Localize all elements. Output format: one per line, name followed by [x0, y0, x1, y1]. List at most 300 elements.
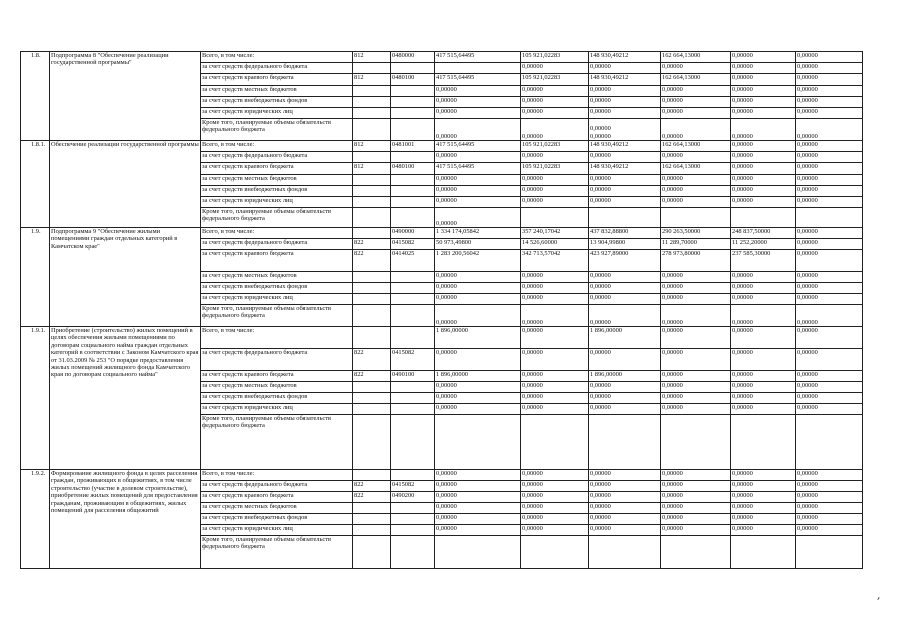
- amount-cell: 0,00000: [661, 470, 731, 481]
- amount-cell: 1 896,00000: [589, 371, 661, 382]
- amount-cell: 0,00000: [589, 514, 661, 525]
- amount-cell: 0,00000: [796, 327, 863, 349]
- amount-cell: 0,00000: [521, 503, 589, 514]
- amount-cell: 0,00000: [731, 74, 796, 86]
- amount-cell: 0,00000: [589, 272, 661, 283]
- amount-cell: 162 664,13000: [661, 52, 731, 63]
- table-row: [21, 52, 863, 63]
- funding-source: за счет средств местных бюджетов: [201, 382, 353, 393]
- program-name: Подпрограмма 8 "Обеспечение реализации государственной программы": [50, 52, 201, 141]
- target-article-code: 0415082: [391, 349, 435, 371]
- amount-cell: [731, 415, 796, 470]
- amount-cell: 0,00000: [661, 514, 731, 525]
- amount-cell: 148 930,49212: [589, 141, 661, 152]
- funding-source: за счет средств краевого бюджета: [201, 74, 353, 86]
- amount-cell: 0,00000: [435, 119, 521, 141]
- amount-cell: 0,00000: [796, 371, 863, 382]
- amount-cell: 0,00000: [521, 119, 589, 141]
- amount-cell: 0,00000: [796, 470, 863, 481]
- funding-source: за счет средств местных бюджетов: [201, 175, 353, 186]
- amount-cell: [589, 536, 661, 569]
- amount-cell: 0,00000: [435, 86, 521, 97]
- program-name: Формирование жилищного фонда в целях расселения граждан, проживающих в общежитиях, в том числе строительство (участие в долевом строительстве), приобретение жилых помещений для предоставления гражданам, проживающим в общежитиях, жилых помещений для расселения общежитий: [50, 470, 201, 569]
- target-article-code: [391, 305, 435, 327]
- funding-source: за счет средств юридических лиц: [201, 294, 353, 305]
- amount-cell: 0,00000: [661, 108, 731, 119]
- amount-cell: 0,00000: [731, 197, 796, 208]
- grbs-code: 822: [353, 492, 391, 503]
- funding-source: за счет средств краевого бюджета: [201, 163, 353, 175]
- grbs-code: [353, 272, 391, 283]
- table-row: [21, 141, 863, 152]
- amount-cell: 0,00000: [589, 283, 661, 294]
- amount-cell: 357 240,17042: [521, 228, 589, 239]
- funding-source: за счет средств внебюджетных фондов: [201, 283, 353, 294]
- amount-cell: [435, 415, 521, 470]
- table-row: [21, 228, 863, 239]
- amount-cell: 0,00000: [435, 305, 521, 327]
- amount-cell: 0,00000: [796, 525, 863, 536]
- grbs-code: [353, 415, 391, 470]
- amount-cell: 0,00000: [661, 305, 731, 327]
- amount-cell: 0,00000: [521, 97, 589, 108]
- amount-cell: 11 289,70000: [661, 239, 731, 250]
- program-name: Подпрограмма 9 "Обеспечение жилыми помещениями граждан отдельных категорий в Камчатском крае": [50, 228, 201, 327]
- amount-cell: [796, 208, 863, 228]
- amount-cell: 0,00000: [589, 404, 661, 415]
- amount-cell: 0,00000: [521, 404, 589, 415]
- amount-cell: [589, 208, 661, 228]
- amount-cell: 0,00000: [661, 63, 731, 74]
- item-number: 1.8.1.: [21, 141, 50, 228]
- funding-source: Кроме того, планируемые объемы обязательств федерального бюджета: [201, 415, 353, 470]
- amount-cell: 0,00000: [731, 186, 796, 197]
- amount-cell: 148 930,49212: [589, 74, 661, 86]
- target-article-code: 0415082: [391, 481, 435, 492]
- amount-cell: 0,00000: [521, 197, 589, 208]
- amount-cell: [661, 415, 731, 470]
- amount-cell: 0,00000: [521, 175, 589, 186]
- amount-cell: [589, 415, 661, 470]
- amount-cell: 105 921,02283: [521, 163, 589, 175]
- amount-cell: 0,00000: [521, 152, 589, 163]
- amount-cell: 0,00000: [589, 470, 661, 481]
- grbs-code: [353, 327, 391, 349]
- grbs-code: [353, 404, 391, 415]
- amount-cell: 0,00000: [661, 492, 731, 503]
- amount-cell: 1 896,00000: [435, 371, 521, 382]
- amount-cell: 0,00000: [435, 152, 521, 163]
- item-number: 1.8.: [21, 52, 50, 141]
- amount-cell: [521, 415, 589, 470]
- amount-cell: 105 921,02283: [521, 141, 589, 152]
- grbs-code: [353, 86, 391, 97]
- amount-cell: 50 973,49800: [435, 239, 521, 250]
- amount-cell: 0,00000: [796, 239, 863, 250]
- amount-cell: 0,00000: [796, 272, 863, 283]
- target-article-code: [391, 186, 435, 197]
- amount-cell: 14 526,60000: [521, 239, 589, 250]
- amount-cell: 0,00000: [731, 470, 796, 481]
- funding-source: за счет средств федерального бюджета: [201, 481, 353, 492]
- amount-cell: 0,00000: [521, 382, 589, 393]
- grbs-code: 822: [353, 349, 391, 371]
- target-article-code: [391, 272, 435, 283]
- target-article-code: [391, 175, 435, 186]
- amount-cell: 1 896,00000: [589, 327, 661, 349]
- amount-cell: 0,00000: [661, 97, 731, 108]
- grbs-code: [353, 294, 391, 305]
- amount-cell: 0,00000: [435, 525, 521, 536]
- amount-cell: 0,00000: [731, 163, 796, 175]
- grbs-code: 822: [353, 371, 391, 382]
- grbs-code: 812: [353, 74, 391, 86]
- grbs-code: [353, 470, 391, 481]
- amount-cell: 0,00000: [796, 152, 863, 163]
- grbs-code: [353, 63, 391, 74]
- amount-cell: 0,00000: [796, 186, 863, 197]
- target-article-code: [391, 404, 435, 415]
- amount-cell: 417 515,64495: [435, 141, 521, 152]
- funding-source: за счет средств федерального бюджета: [201, 63, 353, 74]
- target-article-code: [391, 208, 435, 228]
- amount-cell: 0,00000: [589, 481, 661, 492]
- table-body: [21, 52, 863, 569]
- target-article-code: [391, 197, 435, 208]
- grbs-code: 822: [353, 250, 391, 272]
- funding-source: за счет средств местных бюджетов: [201, 272, 353, 283]
- amount-cell: 0,00000: [661, 349, 731, 371]
- amount-cell: 0,00000: [731, 52, 796, 63]
- funding-source: за счет средств внебюджетных фондов: [201, 97, 353, 108]
- amount-cell: 0,00000: [661, 283, 731, 294]
- funding-source: за счет средств федерального бюджета: [201, 239, 353, 250]
- amount-cell: 0,00000: [731, 371, 796, 382]
- target-article-code: 0481001: [391, 141, 435, 152]
- target-article-code: [391, 514, 435, 525]
- amount-cell: 0,00000: [661, 175, 731, 186]
- amount-cell: 148 930,49212: [589, 163, 661, 175]
- amount-cell: 0,00000: [661, 404, 731, 415]
- amount-cell: 0,00000: [661, 294, 731, 305]
- amount-cell: 0,00000: [435, 294, 521, 305]
- amount-cell: 0,00000: [731, 305, 796, 327]
- grbs-code: [353, 197, 391, 208]
- amount-cell: [435, 536, 521, 569]
- amount-cell: 0,00000: [435, 404, 521, 415]
- amount-cell: 0,00000: [521, 492, 589, 503]
- amount-cell: 0,00000: [731, 141, 796, 152]
- amount-cell: 0,00000: [589, 175, 661, 186]
- amount-cell: 0,00000: [521, 283, 589, 294]
- funding-source: за счет средств внебюджетных фондов: [201, 514, 353, 525]
- amount-cell: 0,00000: [731, 175, 796, 186]
- target-article-code: [391, 97, 435, 108]
- amount-cell: 0,00000: [521, 86, 589, 97]
- amount-cell: 0,00000: [521, 393, 589, 404]
- amount-cell: 0,00000: [796, 74, 863, 86]
- grbs-code: [353, 108, 391, 119]
- amount-cell: 13 904,99800: [589, 239, 661, 250]
- target-article-code: [391, 382, 435, 393]
- target-article-code: [391, 536, 435, 569]
- table-row: [21, 327, 863, 349]
- amount-cell: 437 832,88800: [589, 228, 661, 239]
- target-article-code: 0415082: [391, 239, 435, 250]
- amount-cell: 0,00000: [796, 197, 863, 208]
- amount-cell: [661, 536, 731, 569]
- grbs-code: [353, 393, 391, 404]
- amount-cell: 417 515,64495: [435, 52, 521, 63]
- amount-cell: 0,00000: [731, 283, 796, 294]
- amount-cell: 0,00000: [796, 119, 863, 141]
- amount-cell: 0,00000: [731, 393, 796, 404]
- grbs-code: 812: [353, 141, 391, 152]
- grbs-code: [353, 186, 391, 197]
- amount-cell: 0,00000: [521, 327, 589, 349]
- funding-source: за счет средств местных бюджетов: [201, 503, 353, 514]
- item-number: 1.9.1.: [21, 327, 50, 470]
- amount-cell: 0,00000: [521, 186, 589, 197]
- amount-cell: 0,00000: [435, 349, 521, 371]
- amount-cell: 342 713,57042: [521, 250, 589, 272]
- table-row: [21, 470, 863, 481]
- amount-cell: 0,00000: [589, 305, 661, 327]
- target-article-code: 0414025: [391, 250, 435, 272]
- amount-cell: 0,00000: [731, 152, 796, 163]
- amount-cell: 0,00000: [731, 349, 796, 371]
- funding-source: за счет средств краевого бюджета: [201, 371, 353, 382]
- amount-cell: 0,00000: [731, 97, 796, 108]
- amount-cell: [796, 536, 863, 569]
- grbs-code: [353, 208, 391, 228]
- amount-cell: 0,00000: [731, 108, 796, 119]
- amount-cell: 0,00000: [435, 197, 521, 208]
- target-article-code: 0480100: [391, 74, 435, 86]
- amount-cell: 0,00000: [796, 393, 863, 404]
- amount-cell: 0,00000: [661, 525, 731, 536]
- amount-cell: 0,00000: [589, 393, 661, 404]
- amount-cell: 1 334 174,05842: [435, 228, 521, 239]
- grbs-code: [353, 119, 391, 141]
- amount-cell: 0,00000: [435, 470, 521, 481]
- amount-cell: 0,00000: [796, 175, 863, 186]
- amount-cell: 0,00000: [731, 481, 796, 492]
- grbs-code: [353, 152, 391, 163]
- grbs-code: 812: [353, 163, 391, 175]
- amount-cell: 0,00000: [661, 197, 731, 208]
- amount-cell: 0,00000: [521, 525, 589, 536]
- amount-cell: 423 927,89000: [589, 250, 661, 272]
- amount-cell: 0,00000: [796, 481, 863, 492]
- grbs-code: 812: [353, 52, 391, 63]
- amount-cell: 0,00000: [589, 492, 661, 503]
- amount-cell: 162 664,13000: [661, 74, 731, 86]
- amount-cell: 278 973,80000: [661, 250, 731, 272]
- amount-cell: 0,00000: [521, 349, 589, 371]
- amount-cell: 0,00000: [796, 163, 863, 175]
- amount-cell: 0,00000: [521, 371, 589, 382]
- funding-source: за счет средств юридических лиц: [201, 525, 353, 536]
- amount-cell: [731, 208, 796, 228]
- grbs-code: [353, 382, 391, 393]
- budget-table: [20, 51, 863, 569]
- amount-cell: 0,00000: [589, 186, 661, 197]
- amount-cell: 0,00000: [731, 525, 796, 536]
- amount-cell: 0,00000: [731, 514, 796, 525]
- target-article-code: 0480100: [391, 163, 435, 175]
- target-article-code: 0490200: [391, 492, 435, 503]
- amount-cell: 0,00000: [796, 382, 863, 393]
- amount-cell: 0,00000: [796, 108, 863, 119]
- amount-cell: 0,00000: [521, 514, 589, 525]
- amount-cell: 0,00000: [435, 208, 521, 228]
- amount-cell: 0,00000: [589, 152, 661, 163]
- grbs-code: [353, 536, 391, 569]
- funding-source: за счет средств краевого бюджета: [201, 492, 353, 503]
- amount-cell: 237 585,30000: [731, 250, 796, 272]
- target-article-code: [391, 152, 435, 163]
- amount-cell: 0,00000: [589, 525, 661, 536]
- amount-cell: 0,00000: [589, 294, 661, 305]
- funding-source: за счет средств юридических лиц: [201, 404, 353, 415]
- amount-cell: 0,00000: [796, 404, 863, 415]
- target-article-code: [391, 327, 435, 349]
- grbs-code: [353, 283, 391, 294]
- funding-source: Всего, в том числе:: [201, 141, 353, 152]
- amount-cell: 11 252,20000: [731, 239, 796, 250]
- amount-cell: [796, 415, 863, 470]
- amount-cell: 0,00000: [661, 371, 731, 382]
- amount-cell: 0,00000: [661, 119, 731, 141]
- amount-cell: 0,00000: [796, 349, 863, 371]
- amount-cell: [521, 208, 589, 228]
- item-number: 1.9.2.: [21, 470, 50, 569]
- target-article-code: 0490000: [391, 228, 435, 239]
- amount-cell: 0,00000: [796, 503, 863, 514]
- amount-cell: 0,00000: [435, 186, 521, 197]
- amount-cell: 0,00000: [435, 272, 521, 283]
- amount-cell: [435, 63, 521, 74]
- amount-cell: 0,00000: [589, 503, 661, 514]
- grbs-code: 822: [353, 239, 391, 250]
- amount-cell: 0,00000: [731, 327, 796, 349]
- amount-cell: 0,00000: [731, 404, 796, 415]
- amount-cell: 0,00000: [661, 86, 731, 97]
- amount-cell: 248 837,50000: [731, 228, 796, 239]
- target-article-code: [391, 503, 435, 514]
- amount-cell: 0,00000: [589, 382, 661, 393]
- amount-cell: 0,00000: [796, 86, 863, 97]
- amount-cell: 0,00000: [661, 393, 731, 404]
- item-number: 1.9.: [21, 228, 50, 327]
- amount-cell: [661, 208, 731, 228]
- amount-cell: 0,00000: [731, 503, 796, 514]
- amount-cell: 105 921,02283: [521, 74, 589, 86]
- grbs-code: [353, 503, 391, 514]
- grbs-code: [353, 514, 391, 525]
- amount-cell: 417 515,64495: [435, 163, 521, 175]
- target-article-code: [391, 294, 435, 305]
- amount-cell: 290 263,50000: [661, 228, 731, 239]
- target-article-code: 0490100: [391, 371, 435, 382]
- funding-source: за счет средств юридических лиц: [201, 108, 353, 119]
- amount-cell: 0,00000: [661, 382, 731, 393]
- amount-cell: [731, 536, 796, 569]
- amount-cell: 0,00000: [521, 63, 589, 74]
- amount-cell: 0,00000: [731, 86, 796, 97]
- amount-cell: 0,00000: [435, 481, 521, 492]
- target-article-code: 0480000: [391, 52, 435, 63]
- scan-mark: [877, 597, 879, 600]
- amount-cell: 0,00000: [796, 250, 863, 272]
- amount-cell: 0,00000: [521, 108, 589, 119]
- amount-cell: 417 515,64495: [435, 74, 521, 86]
- amount-cell: 0,00000: [796, 492, 863, 503]
- program-name: Приобретение (строительство) жилых помещений в целях обеспечения жилыми помещениями по договорам социального найма граждан отдельных категорий в соответствии с Законом Камчатского края от 31.03.2009 № 253 "О порядке предоставления жилых помещений жилищного фонда Камчатского края по договорам социального найма": [50, 327, 201, 470]
- amount-cell: 0,00000: [731, 492, 796, 503]
- target-article-code: [391, 119, 435, 141]
- amount-cell: 1 283 200,56042: [435, 250, 521, 272]
- amount-cell: 0,00000: [796, 514, 863, 525]
- funding-source: за счет средств федерального бюджета: [201, 349, 353, 371]
- amount-cell: 0,00000: [521, 481, 589, 492]
- amount-cell: 0,00000: [796, 97, 863, 108]
- amount-cell: 0,00000: [435, 492, 521, 503]
- amount-cell: 0,00000: [589, 63, 661, 74]
- amount-cell: [521, 536, 589, 569]
- amount-cell: 0,00000: [589, 86, 661, 97]
- amount-cell: 0,00000: [521, 470, 589, 481]
- funding-source: за счет средств внебюджетных фондов: [201, 393, 353, 404]
- amount-cell: 0,00000: [731, 382, 796, 393]
- funding-source: за счет средств внебюджетных фондов: [201, 186, 353, 197]
- amount-cell: 0,00000: [435, 514, 521, 525]
- target-article-code: [391, 393, 435, 404]
- target-article-code: [391, 63, 435, 74]
- amount-cell: 0,00000: [796, 283, 863, 294]
- grbs-code: 822: [353, 481, 391, 492]
- amount-cell: 0,00000: [796, 141, 863, 152]
- funding-source: Всего, в том числе:: [201, 228, 353, 239]
- grbs-code: [353, 305, 391, 327]
- amount-cell: 162 664,13000: [661, 163, 731, 175]
- target-article-code: [391, 415, 435, 470]
- amount-cell: 0,00000: [589, 97, 661, 108]
- amount-cell: 0,00000: [521, 305, 589, 327]
- amount-cell: 0,00000: [435, 393, 521, 404]
- amount-cell: 0,00000: [731, 294, 796, 305]
- amount-cell: 0,00000: [731, 63, 796, 74]
- amount-cell: 0,00000: [796, 52, 863, 63]
- funding-source: Кроме того, планируемые объемы обязательств федерального бюджета: [201, 208, 353, 228]
- funding-source: Всего, в том числе:: [201, 52, 353, 63]
- grbs-code: [353, 525, 391, 536]
- amount-cell: 0,00000: [731, 272, 796, 283]
- funding-source: Всего, в том числе:: [201, 470, 353, 481]
- program-name: Обеспечение реализации государственной программы: [50, 141, 201, 228]
- funding-source: Кроме того, планируемые объемы обязательств федерального бюджета: [201, 536, 353, 569]
- funding-source: за счет средств краевого бюджета: [201, 250, 353, 272]
- amount-cell: 0,00000: [661, 481, 731, 492]
- target-article-code: [391, 470, 435, 481]
- amount-cell: 0,00000: [796, 63, 863, 74]
- grbs-code: [353, 97, 391, 108]
- amount-cell: 0,00000: [435, 503, 521, 514]
- funding-source: за счет средств федерального бюджета: [201, 152, 353, 163]
- amount-cell: 0,00000: [435, 283, 521, 294]
- amount-cell: 0,00000: [661, 272, 731, 283]
